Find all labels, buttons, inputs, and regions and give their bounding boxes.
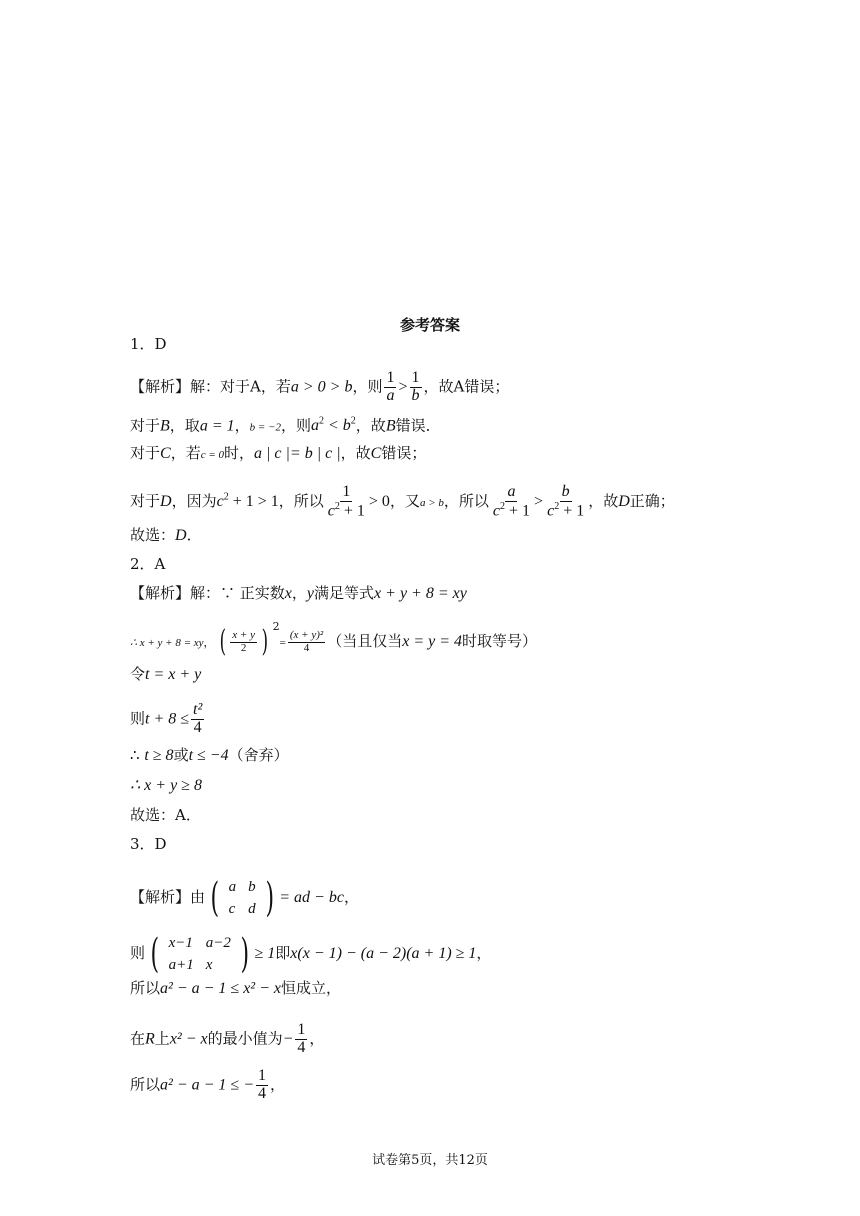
fraction-b-over-c2plus1: $\frac{b}{c^2 + 1}$: [547, 483, 585, 520]
q3-line5: 所以a² − a − 1 ≤ − $\frac{1}{4}$ ，: [130, 1067, 285, 1102]
q2-choice: 故选：A．: [130, 806, 201, 824]
fraction-1-over-b: $\frac{1}{b}$: [411, 369, 420, 404]
q2-line5: ∴ t ≥ 8或t ≤ −4（舍弃）: [130, 746, 289, 764]
q3-answer: 3．D: [130, 835, 167, 853]
fraction-1-over-c2plus1: $\frac{1}{c^2 + 1}$: [327, 483, 365, 520]
matrix-abcd: ( a b c d ): [210, 875, 274, 921]
analysis-label: 【解析】: [130, 377, 191, 396]
q2-line2: ∴ x + y + 8 = xy， ( $\frac{x + y}{2}$ ) $^2$= $\frac{\text{(x + y)²}}{4}$ （当且仅当x = y = 4时取等号）: [130, 620, 538, 659]
page-footer: 试卷第5页，共12页: [372, 1153, 488, 1168]
q3-line3: 所以a² − a − 1 ≤ x² − x恒成立，: [130, 979, 341, 997]
q2-line3: 令t = x + y: [130, 665, 202, 683]
q1-answer: 1．D: [130, 335, 167, 353]
analysis-label: 【解析】: [130, 888, 191, 906]
q2-line4: 则t + 8 ≤ $\frac{\text{t²}}{4}$: [130, 701, 203, 736]
q1-line2: 对于B，取a = 1，b = −2，则$a^2 < b^2$，故B错误．: [130, 416, 441, 435]
q2-line1: 【解析】解：∵ 正实数x，y满足等式x + y + 8 = xy: [130, 584, 467, 602]
q3-line2: 则 ( x−1 a−2 a+1 x ) ≥ 1即x(x − 1) − (a − 2)(a + 1) ≥ 1，: [130, 931, 492, 977]
q3-line1: 【解析】由 ( a b c d ) = ad − bc，: [130, 875, 359, 921]
analysis-label: 【解析】: [130, 584, 191, 602]
fraction-a-over-c2plus1: $\frac{a}{c^2 + 1}$: [492, 483, 531, 520]
page-title: 参考答案: [399, 316, 460, 334]
q2-line6: ∴ x + y ≥ 8: [130, 777, 202, 794]
fraction-1-over-a: $\frac{1}{a}$: [386, 369, 395, 404]
q1-line3: 对于C，若c = 0时，a | c |= b | c |，故C错误；: [130, 444, 427, 462]
q1-line4: 对于D，因为$c^2 + 1 > 1$，所以 $\frac{1}{c^2 + 1}$ > 0，又a > b，所以 $\frac{a}{c^2 + 1}$ > $\frac{b}{c^2 + 1}$ ，故D正确；: [130, 483, 675, 520]
q3-line4: 在R上x² − x的最小值为− $\frac{1}{4}$ ，: [130, 1021, 325, 1056]
matrix-x-a: ( x−1 a−2 a+1 x ): [150, 931, 249, 977]
q1-line1: 【解析】解：对于A，若a > 0 > b，则 $\frac{1}{a}$ > $\frac{1}{b}$ ，故A错误；: [130, 369, 510, 404]
q2-answer: 2．A: [130, 555, 166, 573]
q1-choice: 故选：D．: [130, 526, 202, 544]
